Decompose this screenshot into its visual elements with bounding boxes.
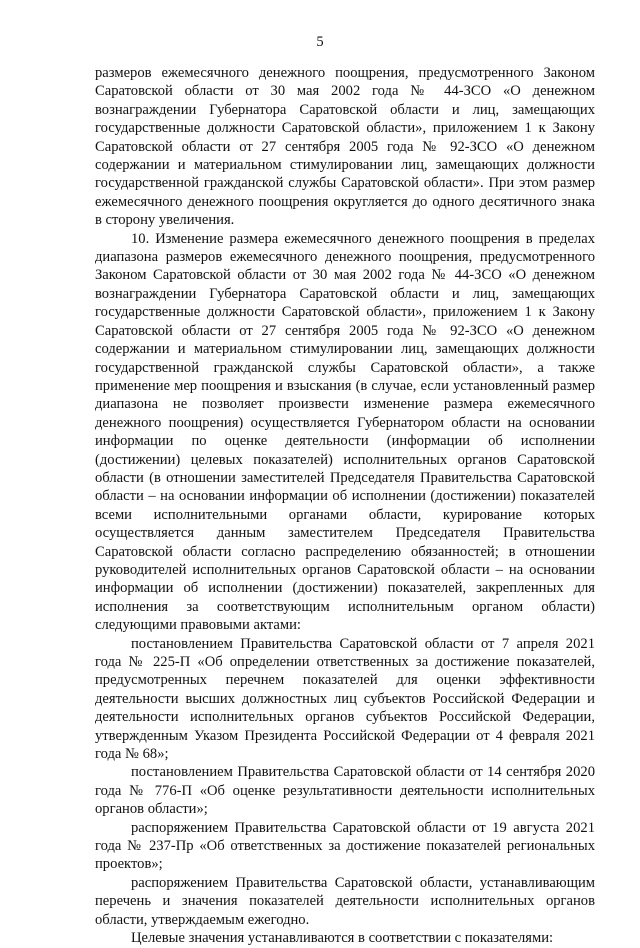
paragraph-target-values: Целевые значения устанавливаются в соответствии с показателями:	[131, 930, 554, 947]
paragraph-act-776p: постановлением Правительства Саратовской области от 14 сентября 2020 года № 776-П «Об оценке результативности деятельности исполнительных органов области»;	[95, 764, 595, 818]
document-body	[95, 64, 595, 948]
paragraph-continuation: размеров ежемесячного денежного поощрения, предусмотренного Законом Саратовской области от 30 мая 2002 года № 44-ЗСО «О денежном вознаграждении Губернатора Саратовской области и лиц, замещающих государственные должности Саратовской области», приложением 1 к Закону Саратовской области от 27 сентября 2005 года № 92-ЗСО «О денежном содержании и материальном стимулировании лиц, замещающих должности государственной гражданской службы Саратовской области». При этом размер ежемесячного денежного поощрения округляется до одного десятичного знака в сторону увеличения.	[95, 65, 595, 229]
paragraph-act-237pr: распоряжением Правительства Саратовской области от 19 августа 2021 года № 237-Пр «Об ответственных за достижение показателей региональных проектов»;	[95, 819, 595, 873]
paragraph-item-10: 10. Изменение размера ежемесячного денежного поощрения в пределах диапазона размеров ежемесячного денежного поощрения, предусмотренного Законом Саратовской области от 30 мая 2002 года № 44-ЗСО «О денежном вознаграждении Губернатора Саратовской области и лиц, замещающих государственные должности Саратовской области», приложением 1 к Закону Саратовской области от 27 сентября 2005 года № 92-ЗСО «О денежном содержании и материальном стимулировании лиц, замещающих должности государственной гражданской службы Саратовской области», а также применение мер поощрения и взыскания (в случае, если установленный размер диапазона не позволяет произвести изменение размера ежемесячного денежного поощрения) осуществляется Губернатором области на основании информации по оценке деятельности (информации об исполнении (достижении) целевых показателей) исполнительных органов Саратовской области (в отношении заместителей Председателя Правительства Саратовской области – на основании информации об исполнении (достижении) показателей всеми исполнительными органами области, курирование которых осуществляется данным заместителем Председателя Правительства Саратовской области согласно распределению обязанностей; в отношении руководителей исполнительных органов Саратовской области – на основании информации об исполнении (достижении) показателей, закрепленных для исполнения за соответствующим исполнительным органом области) следующими правовыми актами:	[95, 230, 595, 634]
paragraph-act-225p: постановлением Правительства Саратовской области от 7 апреля 2021 года № 225-П «Об определении ответственных за достижение показателей, предусмотренных перечнем показателей для оценки эффективности деятельности высших должностных лиц субъектов Российской Федерации и деятельности исполнительных органов субъектов Российской Федерации, утвержденным Указом Президента Российской Федерации от 4 февраля 2021 года № 68»;	[95, 635, 595, 763]
paragraph-act-annual: распоряжением Правительства Саратовской области, устанавливающим перечень и значения показателей деятельности исполнительных органов области, утверждаемым ежегодно.	[95, 874, 595, 928]
page-number: 5	[316, 34, 324, 50]
